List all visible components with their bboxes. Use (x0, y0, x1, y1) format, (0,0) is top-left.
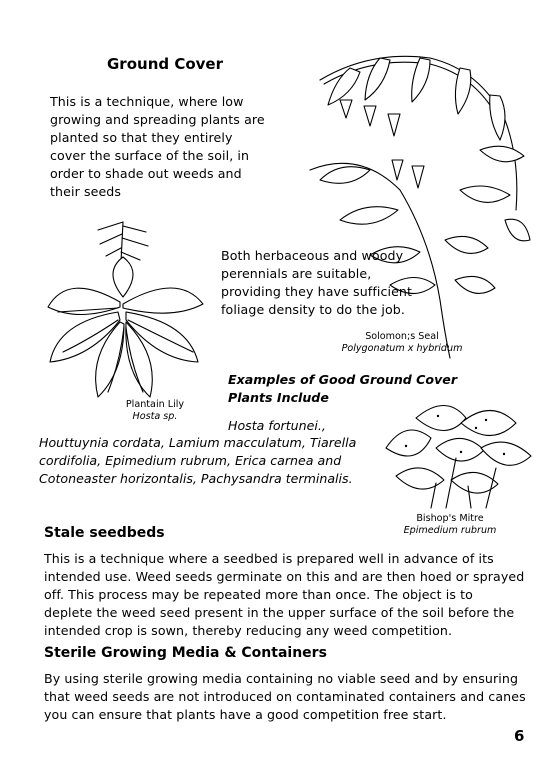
text-line: cordifolia, Epimedium rubrum, Erica carnea and (39, 453, 342, 468)
text-line: providing they have sufficient (221, 284, 413, 299)
page-number: 6 (514, 727, 525, 745)
species-list (39, 434, 356, 488)
bishops-mitre-illustration (376, 388, 534, 508)
caption-latin-name: Polygonatum x hybridum (341, 343, 463, 354)
text-line: order to shade out weeds and (50, 166, 242, 181)
text-line: This is a technique, where low (50, 94, 244, 109)
bishops-mitre-caption (400, 513, 500, 537)
page-title: Ground Cover (107, 55, 223, 73)
caption-common-name: Bishop's Mitre (416, 513, 484, 524)
caption-common-name: Plantain Lily (125, 399, 185, 410)
text-line: This is a technique where a seedbed is prepared well in advance of its (44, 551, 494, 566)
text-line: By using sterile growing media containing no viable seed and by ensuring (44, 671, 519, 686)
text-line: you can ensure that plants have a good competition free start. (44, 707, 447, 722)
text-line: their seeds (50, 184, 122, 199)
text-line: cover the surface of the soil, in (50, 148, 250, 163)
stale-seedbeds-heading: Stale seedbeds (44, 525, 165, 541)
text-line: off. This process may be repeated more than once. The object is to (44, 587, 473, 602)
caption-common-name: Solomon;s Seal (365, 331, 439, 342)
solomons-seal-caption (332, 331, 472, 355)
sterile-media-body (44, 670, 526, 724)
text-line: Examples of Good Ground Cover (228, 372, 458, 387)
text-line: Cotoneaster horizontalis, Pachysandra terminalis. (39, 471, 353, 486)
text-line: deplete the weed seed present in the upper surface of the soil before the (44, 605, 515, 620)
text-line: intended use. Weed seeds germinate on this and are then hoed or sprayed (44, 569, 525, 584)
text-line: intended crop is sown, thereby reducing any weed competition. (44, 623, 453, 638)
plantain-lily-illustration (28, 212, 218, 402)
text-line: planted so that they entirely (50, 130, 233, 145)
stale-seedbeds-body (44, 550, 524, 640)
caption-latin-name: Hosta sp. (132, 411, 178, 422)
plantain-lily-caption (115, 399, 195, 423)
caption-latin-name: Epimedium rubrum (403, 525, 497, 536)
text-line: that weed seeds are not introduced on contaminated containers and canes (44, 689, 526, 704)
text-line: growing and spreading plants are (50, 112, 265, 127)
text-line: Plants Include (228, 390, 329, 405)
species-first-line: Hosta fortunei., (228, 418, 326, 433)
text-line: perennials are suitable, (221, 266, 372, 281)
text-line: Houttuynia cordata, Lamium macculatum, Tiarella (39, 435, 357, 450)
ground-cover-intro (50, 93, 265, 201)
sterile-media-heading: Sterile Growing Media & Containers (44, 645, 327, 661)
text-line: foliage density to do the job. (221, 302, 405, 317)
text-line: Both herbaceous and woody (221, 248, 404, 263)
suitable-paragraph (221, 247, 412, 319)
